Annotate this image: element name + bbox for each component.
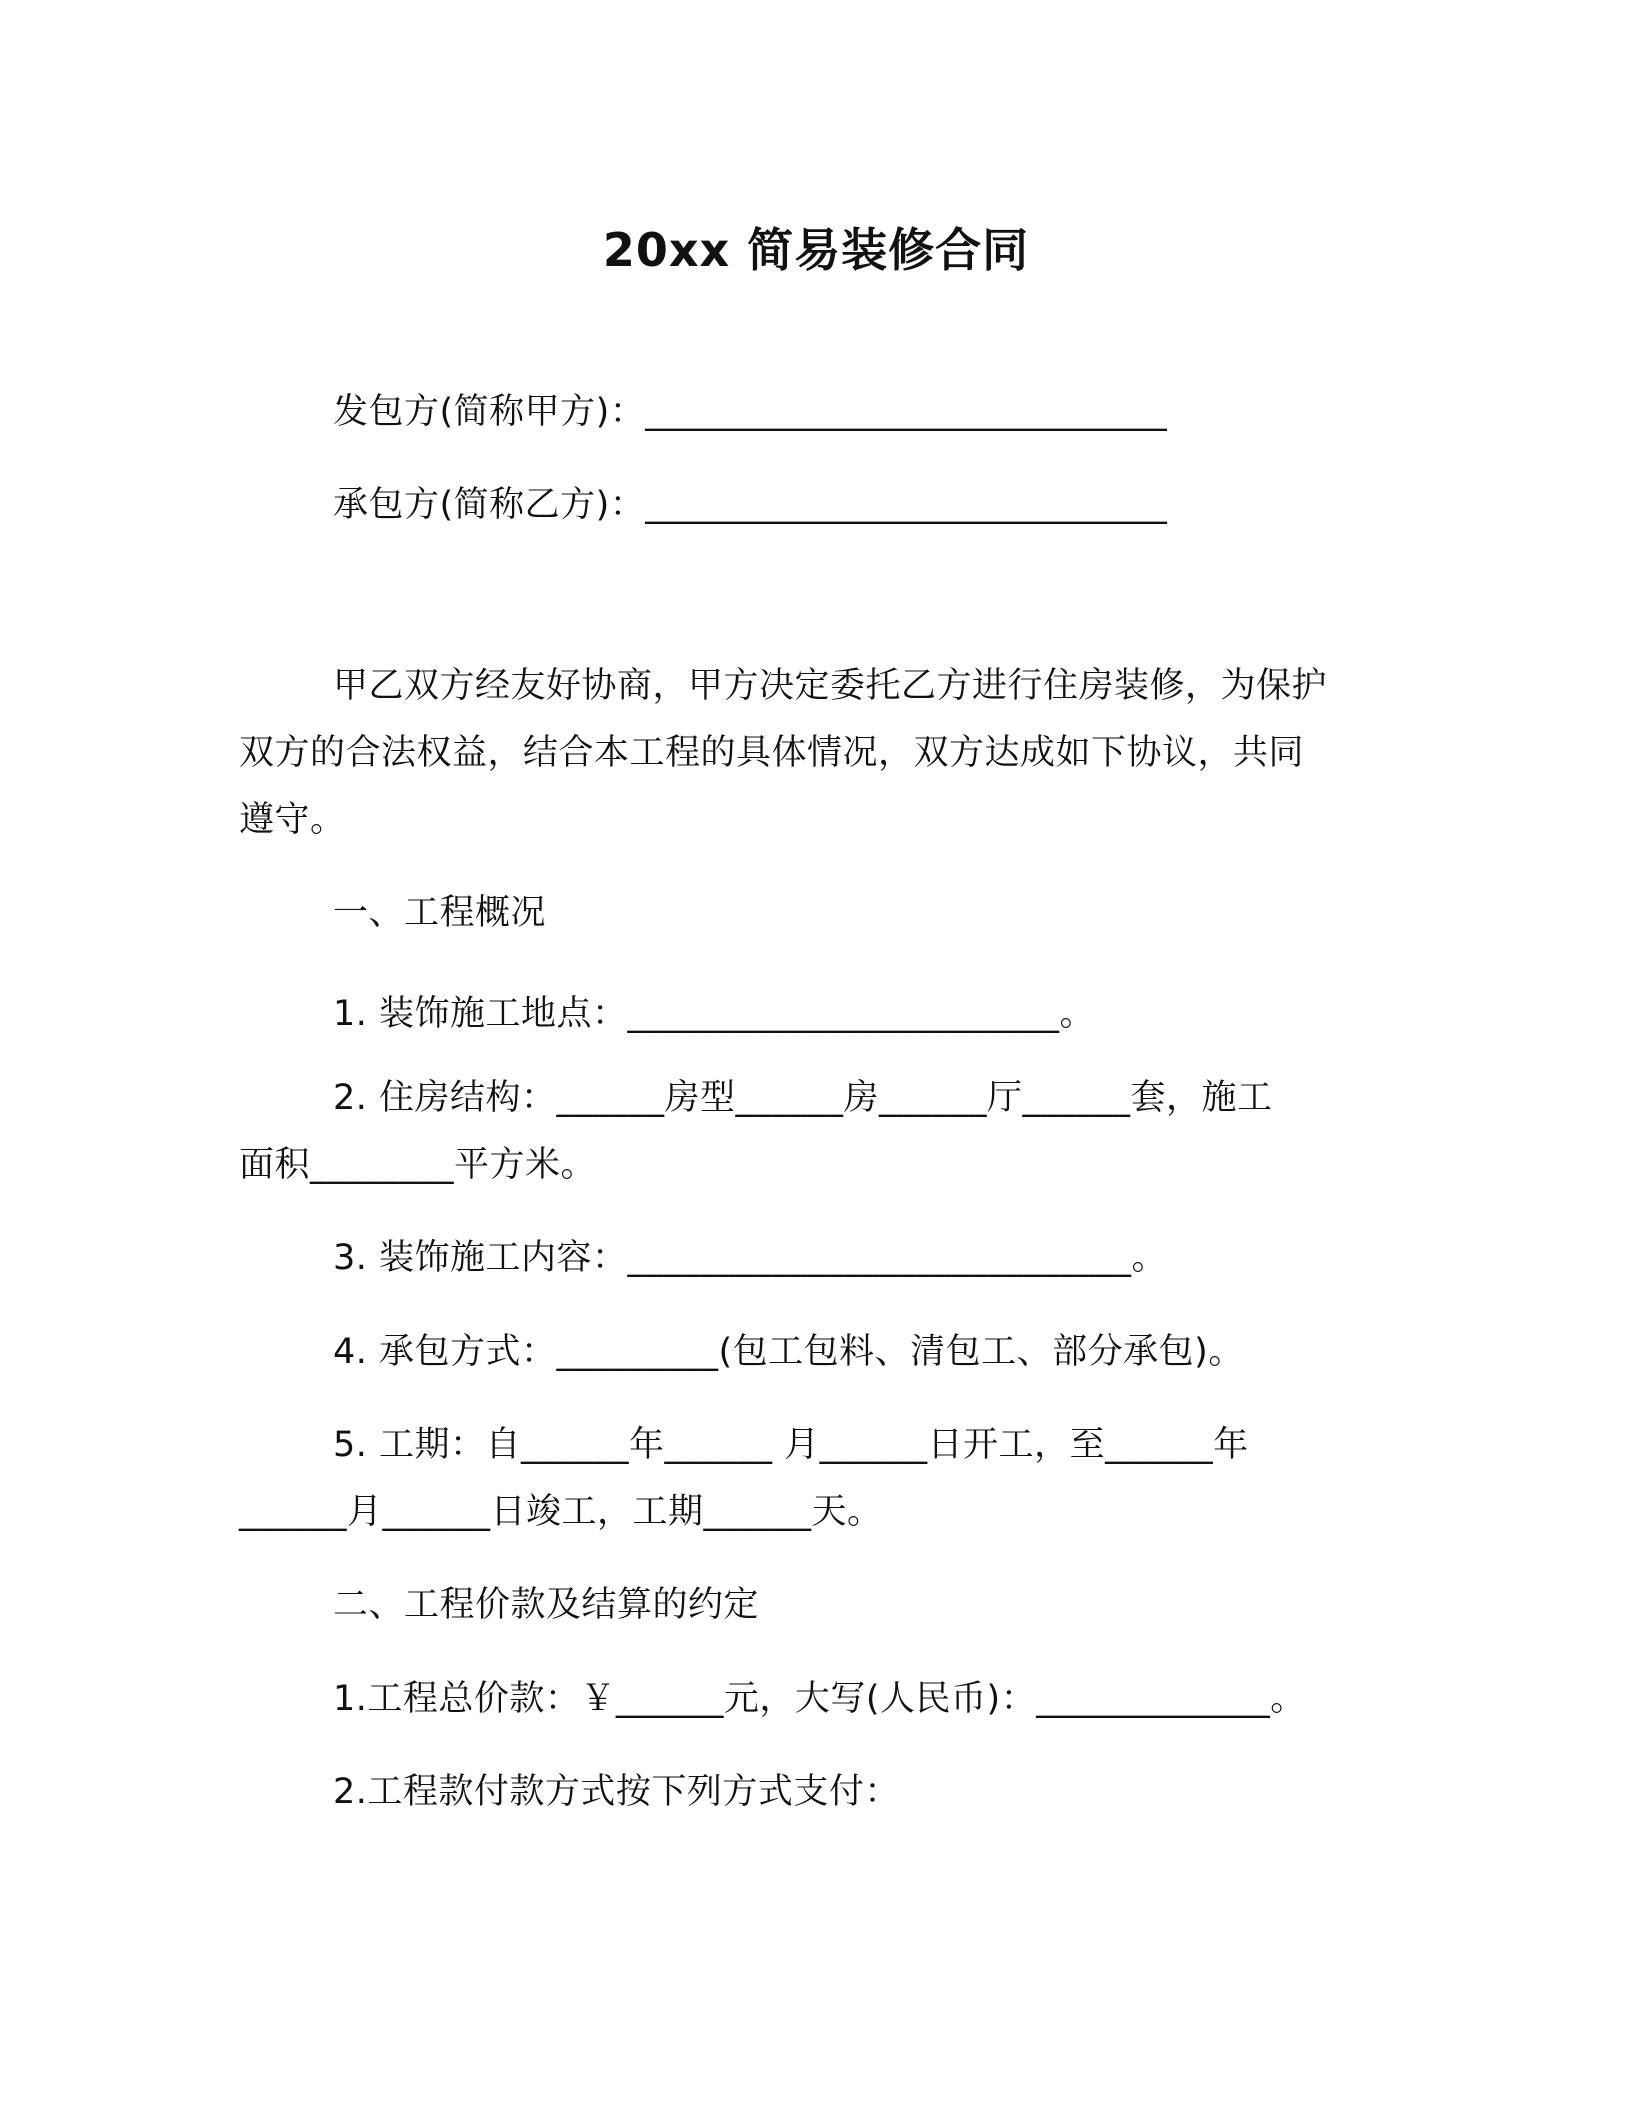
- document-title: 20xx 简易装修合同: [602, 223, 1030, 277]
- party-a-line: 发包方(简称甲方)：_____________________________: [333, 392, 1168, 432]
- section-2-item-2: 2.工程款付款方式按下列方式支付：: [333, 1772, 900, 1812]
- preamble-line-1: 甲乙双方经友好协商，甲方决定委托乙方进行住房装修，为保护: [333, 666, 1328, 706]
- section-1-heading: 一、工程概况: [333, 893, 547, 933]
- section-1-item-1: 1. 装饰施工地点：________________________。: [333, 994, 1096, 1034]
- section-2-heading: 二、工程价款及结算的约定: [333, 1585, 760, 1625]
- section-1-item-2-line-2: 面积________平方米。: [239, 1145, 597, 1185]
- party-b-line: 承包方(简称乙方)：_____________________________: [333, 485, 1168, 525]
- preamble-line-2: 双方的合法权益，结合本工程的具体情况，双方达成如下协议，共同: [239, 733, 1305, 773]
- section-2-item-1: 1.工程总价款：￥______元，大写(人民币)：_____________。: [333, 1679, 1306, 1719]
- section-1-item-3: 3. 装饰施工内容：____________________________。: [333, 1238, 1168, 1278]
- section-1-item-4: 4. 承包方式：_________(包工包料、清包工、部分承包)。: [333, 1332, 1244, 1372]
- section-1-item-5-line-1: 5. 工期：自______年______ 月______日开工，至______年: [333, 1425, 1249, 1465]
- section-1-item-2-line-1: 2. 住房结构：______房型______房______厅______套，施工: [333, 1078, 1273, 1118]
- section-1-item-5-line-2: ______月______日竣工，工期______天。: [239, 1492, 883, 1532]
- preamble-line-3: 遵守。: [239, 800, 346, 840]
